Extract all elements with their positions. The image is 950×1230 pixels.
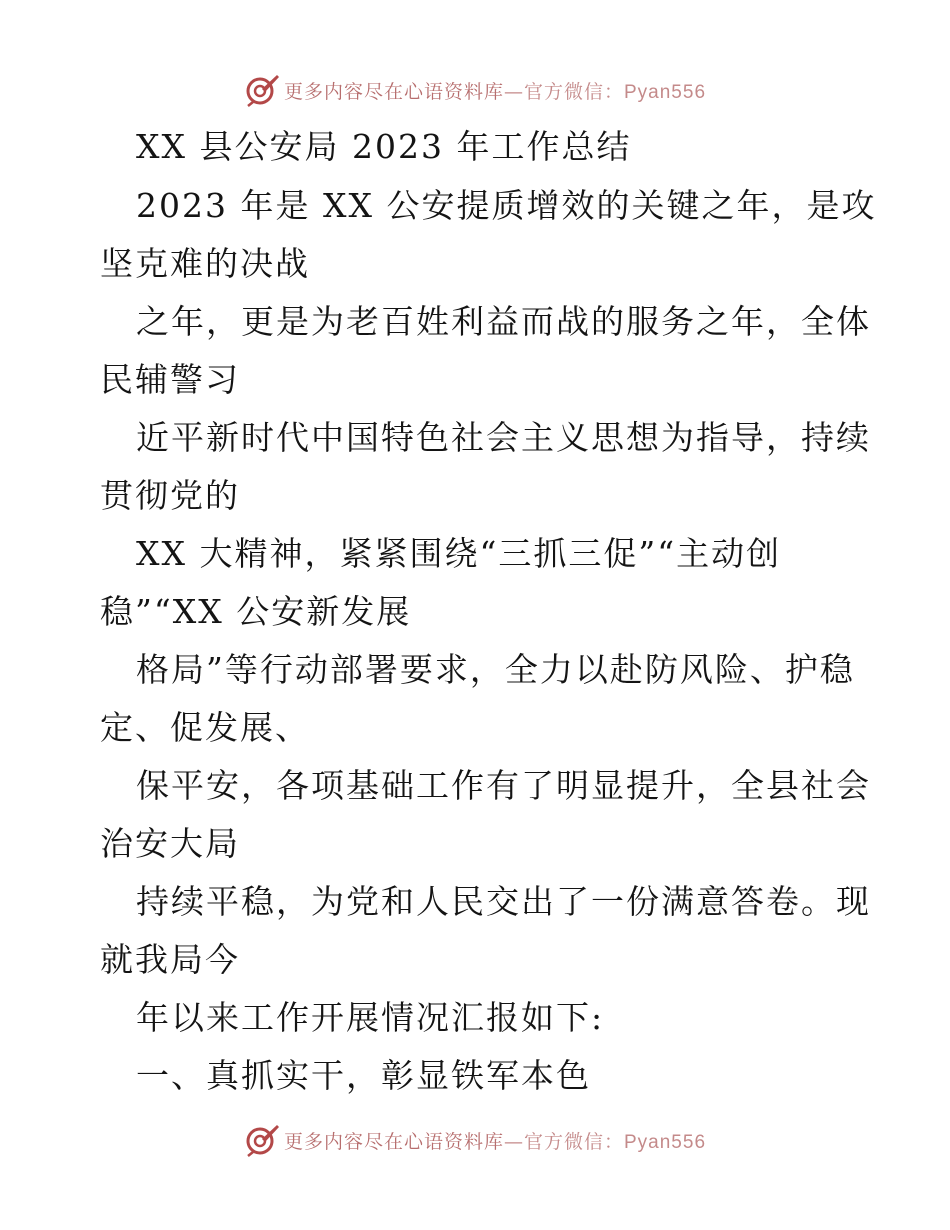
footer-banner-text: 更多内容尽在心语资料库—官方微信：Pyan556 — [283, 1130, 707, 1153]
paragraph-line: 坚克难的决战 — [100, 244, 310, 283]
paragraph-line: 贯彻党的 — [100, 476, 240, 515]
paragraph-line: 近平新时代中国特色社会主义思想为指导，持续 — [136, 418, 871, 457]
section-heading: 一、真抓实干，彰显铁军本色 — [136, 1056, 591, 1095]
document-title: XX 县公安局 2023 年工作总结 — [136, 127, 632, 166]
footer-watermark-banner — [0, 1120, 950, 1160]
paragraph-line: 治安大局 — [100, 824, 240, 863]
paragraph-line: 2023 年是 XX 公安提质增效的关键之年，是攻 — [136, 186, 877, 225]
paragraph-line: 保平安，各项基础工作有了明显提升，全县社会 — [136, 766, 871, 805]
pen-logo-icon — [244, 72, 280, 108]
paragraph-line: 年以来工作开展情况汇报如下: — [136, 998, 605, 1037]
header-watermark-banner — [0, 70, 950, 110]
paragraph-line: 就我局今 — [100, 940, 240, 979]
paragraph-line: XX 大精神，紧紧围绕“三抓三促”“主动创 — [136, 534, 782, 573]
paragraph-line: 持续平稳，为党和人民交出了一份满意答卷。现 — [136, 882, 871, 921]
pen-logo-icon — [244, 1122, 280, 1158]
paragraph-line: 之年，更是为老百姓利益而战的服务之年，全体 — [136, 302, 871, 341]
paragraph-line: 民辅警习 — [100, 360, 240, 399]
paragraph-line: 稳”“XX 公安新发展 — [100, 592, 412, 631]
paragraph-line: 定、促发展、 — [100, 708, 310, 747]
header-banner-text: 更多内容尽在心语资料库—官方微信：Pyan556 — [283, 80, 707, 103]
paragraph-line: 格局”等行动部署要求，全力以赴防风险、护稳 — [136, 650, 855, 689]
